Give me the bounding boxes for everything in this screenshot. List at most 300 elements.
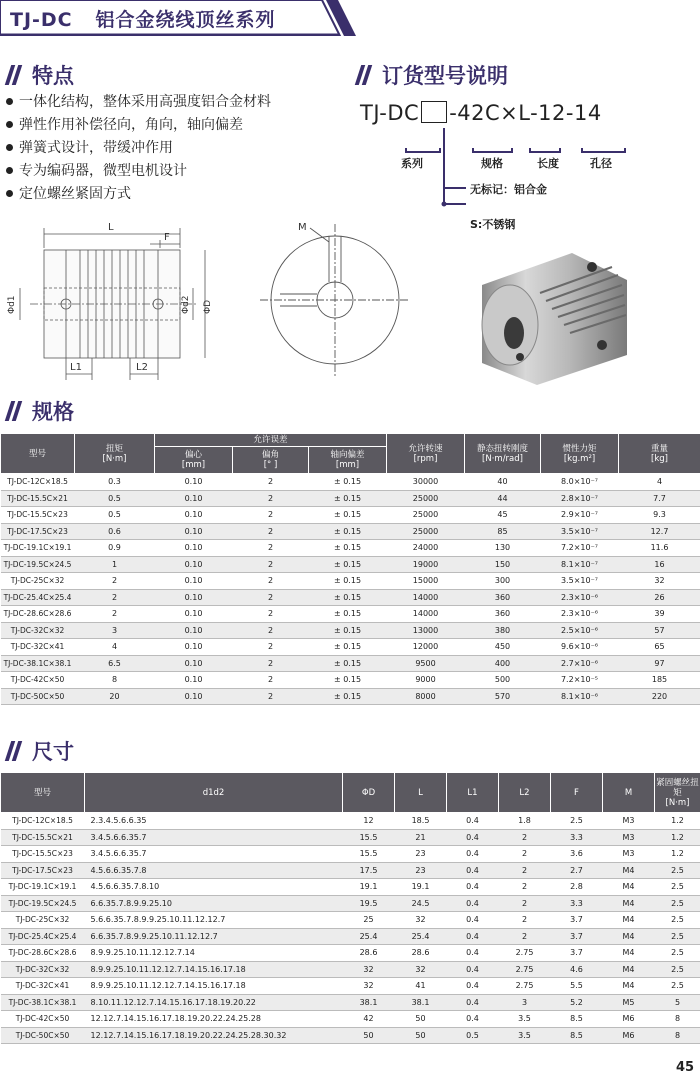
table-cell: 8.9.9.25.10.11.12.12.7.14 [85, 945, 343, 962]
table-cell: 42 [343, 1011, 395, 1028]
table-cell: 2 [75, 606, 155, 623]
table-cell: 0.9 [75, 540, 155, 557]
table-cell: 2 [233, 606, 309, 623]
table-cell: 1.2 [655, 829, 700, 846]
table-cell: 8.5 [551, 1027, 603, 1044]
table-cell: 11.6 [619, 540, 700, 557]
table-cell: 13000 [387, 622, 465, 639]
table-row [1, 813, 700, 830]
table-cell: 25000 [387, 507, 465, 524]
table-cell: 2 [233, 490, 309, 507]
table-cell: 44 [465, 490, 541, 507]
table-cell: 3.5 [499, 1011, 551, 1028]
table-cell: 2 [233, 523, 309, 540]
table-cell: 2.5 [655, 879, 700, 896]
table-cell: 25.4 [395, 928, 447, 945]
table-cell: 2 [499, 912, 551, 929]
table-row [1, 622, 700, 639]
dim-L: L [108, 222, 114, 233]
table-cell: TJ-DC-19.1C×19.1 [1, 879, 85, 896]
table-cell: 26 [619, 589, 700, 606]
table-cell: 3 [499, 994, 551, 1011]
table-cell: 45 [465, 507, 541, 524]
table-cell: 8.10.11.12.12.7.14.15.16.17.18.19.20.22 [85, 994, 343, 1011]
table-cell: 8.0×10⁻⁷ [541, 474, 619, 491]
table-cell: 50 [395, 1011, 447, 1028]
table-cell: TJ-DC-50C×50 [1, 688, 75, 705]
table-cell: 38.1 [395, 994, 447, 1011]
table-cell: M3 [603, 829, 655, 846]
product-photo [462, 245, 642, 390]
table-cell: 3.4.5.6.6.35.7 [85, 829, 343, 846]
table-cell: ± 0.15 [309, 556, 387, 573]
table-cell: 450 [465, 639, 541, 656]
table-cell: 0.4 [447, 846, 499, 863]
table-row [1, 1011, 700, 1028]
table-row [1, 912, 700, 929]
table-cell: ± 0.15 [309, 523, 387, 540]
table-cell: ± 0.15 [309, 573, 387, 590]
table-cell: 0.4 [447, 961, 499, 978]
table-cell: 20 [75, 688, 155, 705]
table-cell: 38.1 [343, 994, 395, 1011]
table-cell: 3.5×10⁻⁷ [541, 573, 619, 590]
table-cell: ± 0.15 [309, 490, 387, 507]
table-row [1, 507, 700, 524]
table-cell: 12.12.7.14.15.16.17.18.19.20.22.24.25.28 [85, 1011, 343, 1028]
table-cell: 150 [465, 556, 541, 573]
table-cell: ± 0.15 [309, 474, 387, 491]
table-cell: 12.12.7.14.15.16.17.18.19.20.22.24.25.28.30.32 [85, 1027, 343, 1044]
table-cell: 8.1×10⁻⁶ [541, 688, 619, 705]
table-cell: 0.4 [447, 895, 499, 912]
table-row [1, 688, 700, 705]
table-row [1, 655, 700, 672]
table-cell: 2 [499, 846, 551, 863]
table-cell: 0.10 [155, 540, 233, 557]
table-cell: 4 [619, 474, 700, 491]
table-cell: TJ-DC-32C×41 [1, 639, 75, 656]
material-stainless: S:不锈钢 [470, 216, 515, 232]
table-cell: 8.1×10⁻⁷ [541, 556, 619, 573]
table-cell: 2.75 [499, 978, 551, 995]
table-cell: TJ-DC-19.5C×24.5 [1, 895, 85, 912]
table-cell: 24000 [387, 540, 465, 557]
table-row [1, 474, 700, 491]
table-cell: TJ-DC-15.5C×23 [1, 846, 85, 863]
table-cell: 0.4 [447, 862, 499, 879]
table-cell: 0.4 [447, 912, 499, 929]
table-cell: 2.7 [551, 862, 603, 879]
table-cell: 28.6 [395, 945, 447, 962]
table-cell: 0.10 [155, 474, 233, 491]
dim-D: ΦD [203, 300, 213, 314]
table-cell: 7.2×10⁻⁵ [541, 672, 619, 689]
table-cell: 8.9.9.25.10.11.12.12.7.14.15.16.17.18 [85, 961, 343, 978]
table-cell: 40 [465, 474, 541, 491]
table-cell: 5.2 [551, 994, 603, 1011]
table-cell: 3.7 [551, 912, 603, 929]
table-cell: 14000 [387, 606, 465, 623]
table-cell: 0.10 [155, 490, 233, 507]
table-cell: 21 [395, 829, 447, 846]
table-cell: TJ-DC-32C×32 [1, 622, 75, 639]
table-cell: TJ-DC-25.4C×25.4 [1, 589, 75, 606]
table-cell: M4 [603, 862, 655, 879]
table-cell: M4 [603, 945, 655, 962]
table-row [1, 862, 700, 879]
label-series: 系列 [401, 155, 423, 171]
table-cell: ± 0.15 [309, 540, 387, 557]
table-cell: 9.3 [619, 507, 700, 524]
table-cell: 25 [343, 912, 395, 929]
table-cell: 2 [233, 474, 309, 491]
table-cell: 0.10 [155, 507, 233, 524]
table-cell: TJ-DC-19.5C×24.5 [1, 556, 75, 573]
table-cell: 0.10 [155, 523, 233, 540]
table-cell: 0.5 [447, 1027, 499, 1044]
table-row [1, 589, 700, 606]
table-cell: 0.4 [447, 1011, 499, 1028]
feature-item: 定位螺丝紧固方式 [6, 183, 271, 206]
table-cell: 2.5 [655, 912, 700, 929]
table-row [1, 895, 700, 912]
table-cell: 19.1 [343, 879, 395, 896]
table-cell: 2.5 [655, 978, 700, 995]
table-cell: 30000 [387, 474, 465, 491]
table-cell: 0.4 [447, 994, 499, 1011]
table-cell: 15.5 [343, 829, 395, 846]
dim-L1: L1 [70, 362, 82, 373]
table-row [1, 490, 700, 507]
table-cell: TJ-DC-32C×32 [1, 961, 85, 978]
table-cell: 2.9×10⁻⁷ [541, 507, 619, 524]
table-cell: 19000 [387, 556, 465, 573]
table-cell: 12 [343, 813, 395, 830]
dims-table: 型号 d1d2 ΦD L L1 L2 F M 紧固螺丝扭矩 [N·m] TJ-DC-12C×18.5 2.3.4.5.6.6.35 12 18.5 0.4 1.8 2.5 M3 1.2 TJ-DC-15.5C×21 3.4.5.6.6.35.7 15.5 21 0.4 2 3.3 M3 1.2 TJ-DC-15.5C×23 3.4.5.6.6.35.7 15.5 23 0.4 2 3.6 M3 1.2 TJ-DC-17.5C×23 4.5.6.6.35.7.8 17.5 23 0.4 2 2.7 M4 2.5 TJ-DC-19.1C×19.1 4.5.6.6.35.7.8.10 19.1 19.1 0.4 2 2.8 M4 2.5 TJ-DC-19.5C×24.5 6.6.35.7.8.9.9.25.10 19.5 24.5 0.4 2 3.3 M4 2.5 TJ-DC-25C×32 5.6.6.35.7.8.9.9.25.10.11.12.12.7 25 32 0.4 2 3.7 M4 2.5 TJ-DC-25.4C×25.4 6.6.35.7.8.9.9.25.10.11.12.12.7 25.4 25.4 0.4 2 3.7 M4 2.5 TJ-DC-28.6C×28.6 8.9.9.25.10.11.12.12.7.14 28.6 28.6 0.4 2.75 3.7 M4 2.5 TJ-DC-32C×32 8.9.9.25.10.11.12.12.7.14.15.16.17.18 32 32 0.4 2.75 4.6 M4 2.5 TJ-DC-32C×41 8.9.9.25.10.11.12.12.7.14.15.16.17.18 32 41 0.4 2.75 5.5 M4 2.5 TJ-DC-38.1C×38.1 8.10.11.12.12.7.14.15.16.17.18.19.20.22 38.1 38.1 0.4 3 5.2 M5 5 TJ-DC-42C×50 12.12.7.14.15.16.17.18.19.20.22.24.25.28 42 50 0.4 3.5 8.5 M6 8 TJ-DC-50C×50 12.12.7.14.15.16.17.18.19.20.22.24.25.28.30.32 50 50 0.5 3.5 8.5 M6 8 [0, 772, 700, 1044]
table-cell: 50 [395, 1027, 447, 1044]
table-cell: 2 [75, 573, 155, 590]
spec-table: 型号 扭矩 [N·m] 允许误差 允许转速 [rpm] 静态扭转刚度 [N·m/rad] 惯性力矩 [kg.m²] 重量 [kg] 偏心 [mm] 偏角 [° ] 轴向偏差 [mm] TJ-DC-12C×18.5 0.3 0.10 2 ± 0.15 30000 40 8.0×10⁻⁷ 4 TJ-DC-15.5C×21 0.5 0.10 2 ± 0.15 25000 44 2.8×10⁻⁷ 7.7 TJ-DC-15.5C×23 0.5 0.10 2 ± 0.15 25000 45 2.9×10⁻⁷ 9.3 TJ-DC-17.5C×23 0.6 0.10 2 ± 0.15 25000 85 3.5×10⁻⁷ 12.7 TJ-DC-19.1C×19.1 0.9 0.10 2 ± 0.15 24000 130 7.2×10⁻⁷ 11.6 TJ-DC-19.5C×24.5 1 0.10 2 ± 0.15 19000 150 8.1×10⁻⁷ 16 TJ-DC-25C×32 2 0.10 2 ± 0.15 15000 300 3.5×10⁻⁷ 32 TJ-DC-25.4C×25.4 2 0.10 2 ± 0.15 14000 360 2.3×10⁻⁶ 26 TJ-DC-28.6C×28.6 2 0.10 2 ± 0.15 14000 360 2.3×10⁻⁶ 39 TJ-DC-32C×32 3 0.10 2 ± 0.15 13000 380 2.5×10⁻⁶ 57 TJ-DC-32C×41 4 0.10 2 ± 0.15 12000 450 9.6×10⁻⁶ 65 TJ-DC-38.1C×38.1 6.5 0.10 2 ± 0.15 9500 400 2.7×10⁻⁶ 97 TJ-DC-42C×50 8 0.10 2 ± 0.15 9000 500 7.2×10⁻⁵ 185 TJ-DC-50C×50 20 0.10 2 ± 0.15 8000 570 8.1×10⁻⁶ 220 [0, 433, 700, 705]
table-cell: 2.3×10⁻⁶ [541, 589, 619, 606]
table-cell: 0.10 [155, 688, 233, 705]
table-cell: 2 [233, 688, 309, 705]
table-row [1, 606, 700, 623]
table-row [1, 829, 700, 846]
table-cell: 4 [75, 639, 155, 656]
table-cell: 32 [395, 912, 447, 929]
table-cell: 2 [233, 639, 309, 656]
table-cell: 2.75 [499, 945, 551, 962]
table-row [1, 573, 700, 590]
table-cell: M4 [603, 978, 655, 995]
section-bars-icon [6, 401, 24, 421]
table-cell: 25.4 [343, 928, 395, 945]
table-cell: TJ-DC-17.5C×23 [1, 862, 85, 879]
page-number: 45 [676, 1060, 694, 1075]
table-cell: 0.10 [155, 589, 233, 606]
table-cell: 1.8 [499, 813, 551, 830]
dims-heading: 尺寸 [6, 736, 74, 766]
table-cell: 2 [499, 895, 551, 912]
table-cell: 39 [619, 606, 700, 623]
table-row [1, 961, 700, 978]
table-cell: 8.5 [551, 1011, 603, 1028]
table-cell: M3 [603, 846, 655, 863]
table-cell: TJ-DC-15.5C×23 [1, 507, 75, 524]
table-cell: 8 [655, 1011, 700, 1028]
table-cell: 9000 [387, 672, 465, 689]
table-row [1, 1027, 700, 1044]
table-cell: 6.6.35.7.8.9.9.25.10.11.12.12.7 [85, 928, 343, 945]
table-cell: 0.10 [155, 672, 233, 689]
table-cell: 65 [619, 639, 700, 656]
table-cell: 1 [75, 556, 155, 573]
table-cell: TJ-DC-25C×32 [1, 573, 75, 590]
table-cell: 3.7 [551, 928, 603, 945]
table-cell: 0.10 [155, 622, 233, 639]
material-aluminum: 无标记：铝合金 [470, 181, 547, 197]
table-cell: 1.2 [655, 813, 700, 830]
table-cell: 2 [233, 540, 309, 557]
table-cell: M6 [603, 1011, 655, 1028]
table-cell: 16 [619, 556, 700, 573]
table-cell: TJ-DC-25.4C×25.4 [1, 928, 85, 945]
table-cell: 360 [465, 589, 541, 606]
dim-F: F [164, 232, 170, 243]
table-cell: ± 0.15 [309, 507, 387, 524]
table-cell: 2.5 [655, 945, 700, 962]
table-row [1, 978, 700, 995]
label-bore: 孔径 [590, 155, 612, 171]
series-code: TJ-DC [10, 9, 73, 31]
feature-item: 专为编码器，微型电机设计 [6, 160, 271, 183]
table-cell: TJ-DC-12C×18.5 [1, 474, 75, 491]
table-cell: 9.6×10⁻⁶ [541, 639, 619, 656]
table-cell: 0.4 [447, 978, 499, 995]
table-cell: 2.8 [551, 879, 603, 896]
table-cell: ± 0.15 [309, 606, 387, 623]
table-cell: 6.5 [75, 655, 155, 672]
table-cell: 2 [233, 622, 309, 639]
table-cell: 380 [465, 622, 541, 639]
table-cell: 500 [465, 672, 541, 689]
table-cell: 14000 [387, 589, 465, 606]
table-cell: 2 [233, 589, 309, 606]
table-cell: 5.6.6.35.7.8.9.9.25.10.11.12.12.7 [85, 912, 343, 929]
table-cell: 3.7 [551, 945, 603, 962]
table-cell: ± 0.15 [309, 672, 387, 689]
table-cell: 15.5 [343, 846, 395, 863]
table-cell: 3.3 [551, 829, 603, 846]
section-bars-icon [6, 65, 24, 85]
table-cell: M4 [603, 928, 655, 945]
table-cell: M4 [603, 895, 655, 912]
table-cell: 3.5 [499, 1027, 551, 1044]
table-row [1, 994, 700, 1011]
table-cell: 0.10 [155, 639, 233, 656]
side-view-drawing [0, 218, 220, 388]
table-cell: TJ-DC-17.5C×23 [1, 523, 75, 540]
table-cell: 19.5 [343, 895, 395, 912]
table-cell: 2 [499, 862, 551, 879]
table-cell: ± 0.15 [309, 639, 387, 656]
table-cell: 0.10 [155, 573, 233, 590]
table-cell: 0.10 [155, 655, 233, 672]
end-view-drawing [260, 210, 430, 390]
dim-d1: Φd1 [7, 295, 17, 314]
table-cell: TJ-DC-38.1C×38.1 [1, 655, 75, 672]
table-cell: 2.5 [655, 961, 700, 978]
table-row [1, 672, 700, 689]
features-list [6, 91, 271, 206]
label-spec: 规格 [481, 155, 503, 171]
table-cell: 32 [395, 961, 447, 978]
table-cell: 360 [465, 606, 541, 623]
table-cell: 9500 [387, 655, 465, 672]
table-row [1, 945, 700, 962]
model-code: TJ-DC -42C×L-12-14 [360, 101, 602, 125]
page-title: 铝合金绕线顶丝系列 [96, 9, 276, 31]
table-cell: M4 [603, 912, 655, 929]
table-cell: 0.3 [75, 474, 155, 491]
label-length: 长度 [537, 155, 559, 171]
table-cell: 32 [343, 978, 395, 995]
table-cell: 3.6 [551, 846, 603, 863]
table-cell: 85 [465, 523, 541, 540]
table-cell: 50 [343, 1027, 395, 1044]
table-cell: 28.6 [343, 945, 395, 962]
table-cell: 8.9.9.25.10.11.12.12.7.14.15.16.17.18 [85, 978, 343, 995]
table-cell: 185 [619, 672, 700, 689]
table-cell: 15000 [387, 573, 465, 590]
table-cell: 24.5 [395, 895, 447, 912]
table-cell: 4.5.6.6.35.7.8.10 [85, 879, 343, 896]
table-cell: 7.7 [619, 490, 700, 507]
table-cell: 5.5 [551, 978, 603, 995]
table-cell: 32 [343, 961, 395, 978]
table-cell: TJ-DC-28.6C×28.6 [1, 945, 85, 962]
feature-item: 一体化结构，整体采用高强度铝合金材料 [6, 91, 271, 114]
table-cell: TJ-DC-42C×50 [1, 1011, 85, 1028]
table-cell: 6.6.35.7.8.9.9.25.10 [85, 895, 343, 912]
table-cell: 17.5 [343, 862, 395, 879]
table-cell: 2 [233, 507, 309, 524]
table-cell: 8000 [387, 688, 465, 705]
header-banner [0, 0, 360, 36]
table-cell: TJ-DC-42C×50 [1, 672, 75, 689]
dim-M: M [298, 222, 307, 233]
table-cell: 300 [465, 573, 541, 590]
table-cell: 41 [395, 978, 447, 995]
table-cell: 2 [499, 879, 551, 896]
section-bars-icon [6, 741, 24, 761]
table-cell: 2 [499, 928, 551, 945]
table-cell: 12000 [387, 639, 465, 656]
table-cell: M6 [603, 1027, 655, 1044]
table-cell: 4.5.6.6.35.7.8 [85, 862, 343, 879]
table-cell: 2.7×10⁻⁶ [541, 655, 619, 672]
table-cell: 1.2 [655, 846, 700, 863]
table-cell: 2 [233, 573, 309, 590]
table-cell: TJ-DC-15.5C×21 [1, 490, 75, 507]
table-row [1, 540, 700, 557]
table-row [1, 523, 700, 540]
features-heading: 特点 [6, 60, 74, 90]
table-cell: 0.5 [75, 507, 155, 524]
table-cell: M4 [603, 879, 655, 896]
table-cell: ± 0.15 [309, 589, 387, 606]
table-cell: TJ-DC-12C×18.5 [1, 813, 85, 830]
table-cell: 23 [395, 846, 447, 863]
table-cell: TJ-DC-15.5C×21 [1, 829, 85, 846]
table-cell: M5 [603, 994, 655, 1011]
table-row [1, 556, 700, 573]
table-cell: 400 [465, 655, 541, 672]
table-cell: 0.10 [155, 606, 233, 623]
section-bars-icon [356, 65, 374, 85]
table-cell: M4 [603, 961, 655, 978]
table-cell: 570 [465, 688, 541, 705]
table-cell: ± 0.15 [309, 622, 387, 639]
table-row [1, 879, 700, 896]
table-cell: 2.5 [655, 928, 700, 945]
table-cell: TJ-DC-28.6C×28.6 [1, 606, 75, 623]
table-cell: 0.4 [447, 829, 499, 846]
table-cell: 2.5 [655, 862, 700, 879]
table-cell: 4.6 [551, 961, 603, 978]
table-cell: 0.4 [447, 813, 499, 830]
table-cell: 97 [619, 655, 700, 672]
feature-item: 弹簧式设计，带缓冲作用 [6, 137, 271, 160]
table-row [1, 639, 700, 656]
table-cell: TJ-DC-25C×32 [1, 912, 85, 929]
table-cell: TJ-DC-50C×50 [1, 1027, 85, 1044]
table-cell: 8 [655, 1027, 700, 1044]
table-cell: ± 0.15 [309, 655, 387, 672]
table-cell: 2.3×10⁻⁶ [541, 606, 619, 623]
table-cell: 0.5 [75, 490, 155, 507]
ordering-heading: 订货型号说明 [356, 60, 508, 90]
table-cell: 8 [75, 672, 155, 689]
table-row [1, 928, 700, 945]
table-cell: 130 [465, 540, 541, 557]
table-cell: 25000 [387, 523, 465, 540]
table-cell: 25000 [387, 490, 465, 507]
table-cell: 2 [233, 556, 309, 573]
table-cell: 7.2×10⁻⁷ [541, 540, 619, 557]
table-cell: 2.8×10⁻⁷ [541, 490, 619, 507]
table-cell: 19.1 [395, 879, 447, 896]
dim-d2: Φd2 [181, 295, 191, 314]
table-cell: 12.7 [619, 523, 700, 540]
table-cell: 2.5×10⁻⁶ [541, 622, 619, 639]
table-cell: 23 [395, 862, 447, 879]
table-cell: 2.5 [551, 813, 603, 830]
spec-heading: 规格 [6, 396, 74, 426]
table-cell: 5 [655, 994, 700, 1011]
table-cell: 0.10 [155, 556, 233, 573]
table-cell: 2 [233, 655, 309, 672]
table-cell: ± 0.15 [309, 688, 387, 705]
table-cell: 32 [619, 573, 700, 590]
table-cell: 2 [499, 829, 551, 846]
table-cell: 3.4.5.6.6.35.7 [85, 846, 343, 863]
table-cell: 0.4 [447, 945, 499, 962]
table-cell: M3 [603, 813, 655, 830]
table-cell: 0.4 [447, 879, 499, 896]
table-cell: 18.5 [395, 813, 447, 830]
